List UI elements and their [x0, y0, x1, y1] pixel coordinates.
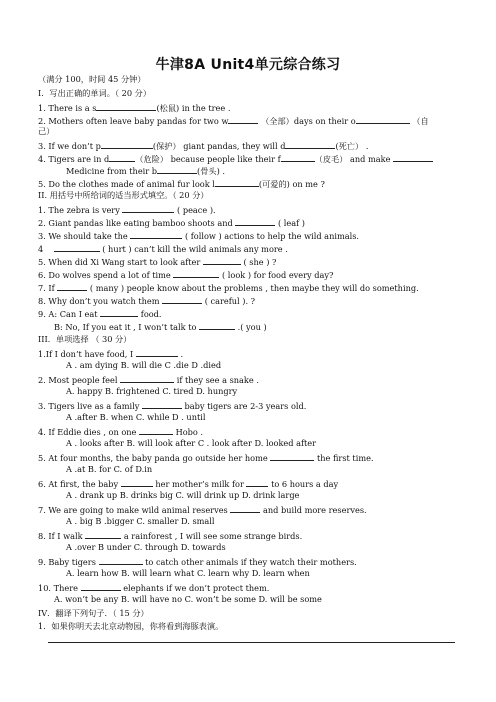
answer-blank[interactable] — [99, 555, 143, 565]
translation-item: 1．如果你明天去北京动物园，你将看到海豚表演。 — [38, 621, 224, 631]
q1-item: 4. Tigers are in d （危险） because people like their f （皮毛） and make — [38, 152, 468, 165]
answer-blank[interactable] — [85, 529, 121, 539]
q3-question: 5. At four months, the baby panda go outside her home the first time. — [38, 453, 374, 463]
q2-item: 7. If ( many ) people know about the problems , then maybe they will do something. — [38, 283, 419, 293]
q3-question: 10. There elephants if we don’t protect them. — [38, 583, 270, 593]
answer-blank[interactable] — [203, 255, 241, 265]
answer-blank[interactable] — [235, 216, 275, 226]
q3-question: 1.If I don’t have food, I . — [38, 349, 184, 359]
q3-options: A .over B under C. through D. towards — [66, 542, 226, 552]
answer-blank[interactable] — [96, 101, 156, 111]
q2-item: 9. A: Can I eat food. — [38, 309, 162, 319]
answer-blank[interactable] — [356, 114, 410, 124]
q1-item: 1. There is a s (松鼠) in the tree . — [38, 103, 231, 113]
answer-blank[interactable] — [173, 268, 219, 278]
answer-blank[interactable] — [120, 373, 174, 383]
q3-options: A. won’t be any B. will have no C. won’t be some D. will be some — [54, 594, 322, 604]
answer-blank[interactable] — [246, 477, 268, 487]
q3-options: A . looks after B. will look after C . look after D. looked after — [66, 438, 317, 448]
q3-question: 2. Most people feel if they see a snake . — [38, 375, 259, 385]
q1-item-continued: 己） — [38, 126, 55, 136]
translation-answer-line[interactable] — [48, 642, 455, 643]
answer-blank[interactable] — [228, 114, 258, 124]
q1-item: 2. Mothers often leave baby pandas for two w （全部）days on their o （自 — [38, 116, 429, 126]
q3-question: 3. Tigers live as a family baby tigers are 2-3 years old. — [38, 401, 307, 411]
answer-blank[interactable] — [100, 307, 138, 317]
answer-blank[interactable] — [101, 139, 153, 149]
section-heading-4: IV．翻译下列句子．（ 15 分） — [38, 608, 149, 618]
q3-question: 6. At first, the baby her mother’s milk for to 6 hours a day — [38, 479, 339, 489]
answer-blank[interactable] — [199, 320, 235, 330]
answer-blank[interactable] — [215, 177, 259, 187]
q3-question: 7. We are going to make wild animal reserves and build more reserves. — [38, 505, 367, 515]
q2-item: 4 ( hurt ) can’t kill the wild animals any more . — [38, 244, 288, 254]
q1-item: 5. Do the clothes made of animal fur look l (可爱的) on me ? — [38, 179, 325, 189]
answer-blank[interactable] — [285, 139, 335, 149]
answer-blank[interactable] — [157, 164, 197, 174]
q2-item: 5. When did Xi Wang start to look after ( she ) ? — [38, 257, 277, 267]
answer-blank[interactable] — [121, 477, 153, 487]
section-heading-2: II. 用括号中所给词的适当形式填空。（ 20 分） — [38, 190, 209, 200]
q3-question: 4. If Eddie dies , on one Hobo . — [38, 427, 204, 437]
answer-blank[interactable] — [142, 399, 182, 409]
answer-blank[interactable] — [81, 581, 121, 591]
q3-options: A. happy B. frightened C. tired D. hungry — [66, 386, 238, 396]
answer-blank[interactable] — [162, 294, 202, 304]
section-heading-1: I．写出正确的单词。（ 20 分） — [38, 88, 152, 98]
answer-blank[interactable] — [109, 152, 135, 162]
answer-blank[interactable] — [139, 425, 173, 435]
exam-meta: （满分 100，时间 45 分钟） — [38, 74, 146, 84]
answer-blank[interactable] — [230, 503, 260, 513]
q2-item: 8. Why don’t you watch them ( careful ). ? — [38, 296, 256, 306]
answer-blank[interactable] — [270, 451, 314, 461]
answer-blank[interactable] — [136, 347, 178, 357]
q3-options: A . big B .bigger C. smaller D. small — [66, 516, 215, 526]
q2-item: 2. Giant pandas like eating bamboo shoots and ( leaf ) — [38, 218, 305, 228]
answer-blank[interactable] — [57, 281, 87, 291]
q3-question: 8. If I walk a rainforest , I will see some strange birds. — [38, 531, 303, 541]
q3-options: A . am dying B. will die C .die D .died — [66, 360, 222, 370]
q3-question: 9. Baby tigers to catch other animals if they watch their mothers. — [38, 557, 357, 567]
q2-item-continued: B: No, If you eat it , I won’t talk to .( you ) — [54, 322, 267, 332]
q3-options: A . drank up B. drinks big C. will drink up D. drink large — [66, 490, 300, 500]
answer-blank[interactable] — [122, 203, 174, 213]
q2-item: 1. The zebra is very ( peace ). — [38, 205, 216, 215]
answer-blank[interactable] — [54, 242, 100, 252]
q3-options: A .after B. when C. while D . until — [66, 412, 206, 422]
answer-blank[interactable] — [281, 152, 315, 162]
answer-blank[interactable] — [393, 152, 433, 162]
q1-item: 3. If we don’t p (保护） giant pandas, they will d (死亡） . — [38, 141, 369, 151]
page-title: 牛津8A Unit4单元综合练习 — [155, 57, 341, 73]
q3-options: A .at B. for C. of D.in — [66, 464, 153, 474]
q3-options: A. learn how B. will learn what C. learn why D. learn when — [66, 568, 310, 578]
q1-item-continued: Medicine from their b (骨头) . — [66, 166, 226, 176]
q2-item: 3. We should take the ( follow ) actions to help the wild animals. — [38, 231, 360, 241]
answer-blank[interactable] — [130, 229, 182, 239]
section-heading-3: III．单项选择 （ 30 分） — [38, 334, 132, 344]
q2-item: 6. Do wolves spend a lot of time ( look ) for food every day? — [38, 270, 334, 280]
